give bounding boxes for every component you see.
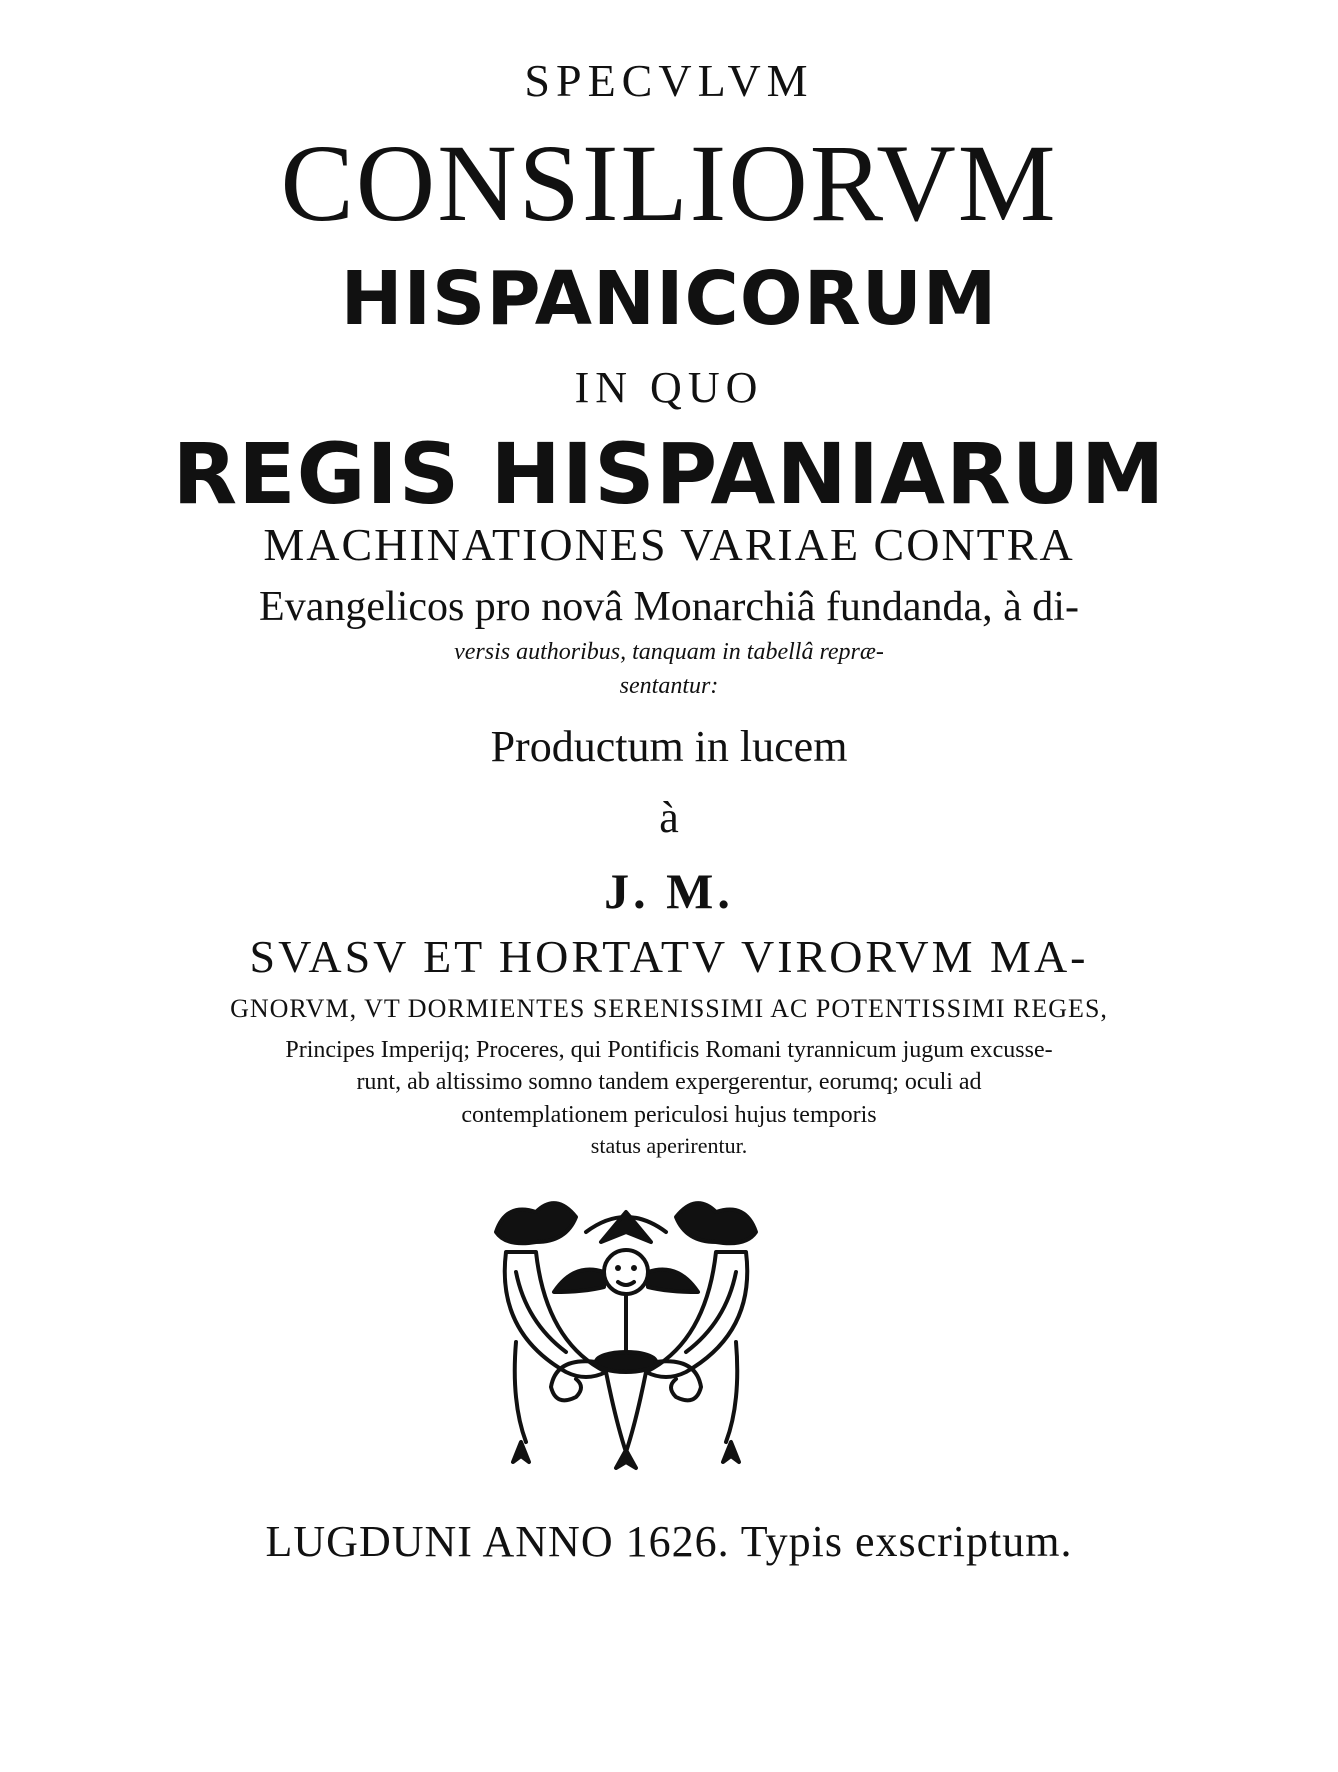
title-word-speculum: SPECVLVM bbox=[524, 55, 814, 106]
gnorum-line: GNORVM, VT DORMIENTES SERENISSIMI AC POTENTISSIMI REGES, bbox=[230, 994, 1108, 1023]
printers-ornament-icon bbox=[476, 1192, 776, 1472]
productum-in-lucem: Productum in lucem bbox=[490, 722, 848, 771]
title-regis-hispaniarum: REGIS HISPANIARUM bbox=[172, 425, 1166, 523]
subtitle-evangelicos: Evangelicos pro novâ Monarchiâ fundanda, à di- bbox=[259, 584, 1079, 630]
contemplationem-line: contemplationem periculosi hujus temporis bbox=[461, 1102, 877, 1128]
preposition-a: à bbox=[659, 793, 679, 842]
runt-line: runt, ab altissimo somno tandem expergerentur, eorumq; oculi ad bbox=[356, 1069, 982, 1095]
principes-line: Principes Imperijq; Proceres, qui Pontificis Romani tyrannicum jugum excusse- bbox=[285, 1037, 1053, 1063]
imprint: LUGDUNI ANNO 1626. Typis exscriptum. bbox=[265, 1517, 1073, 1566]
status-line: status aperirentur. bbox=[590, 1133, 748, 1158]
author-initials: J. M. bbox=[604, 863, 734, 919]
subtitle-sentantur: sentantur: bbox=[619, 673, 719, 699]
title-word-in-quo: IN QUO bbox=[574, 363, 764, 412]
title-word-hispanicorum: HISPANICORUM bbox=[340, 256, 998, 342]
suasu-et-hortatu: SVASV ET HORTATV VIRORVM MA- bbox=[249, 931, 1089, 982]
title-word-consiliorum: CONSILIORVM bbox=[280, 122, 1058, 244]
subtitle-versis-authoribus: versis authoribus, tanquam in tabellâ repræ- bbox=[454, 639, 884, 665]
title-machinationes: MACHINATIONES VARIAE CONTRA bbox=[263, 519, 1075, 570]
